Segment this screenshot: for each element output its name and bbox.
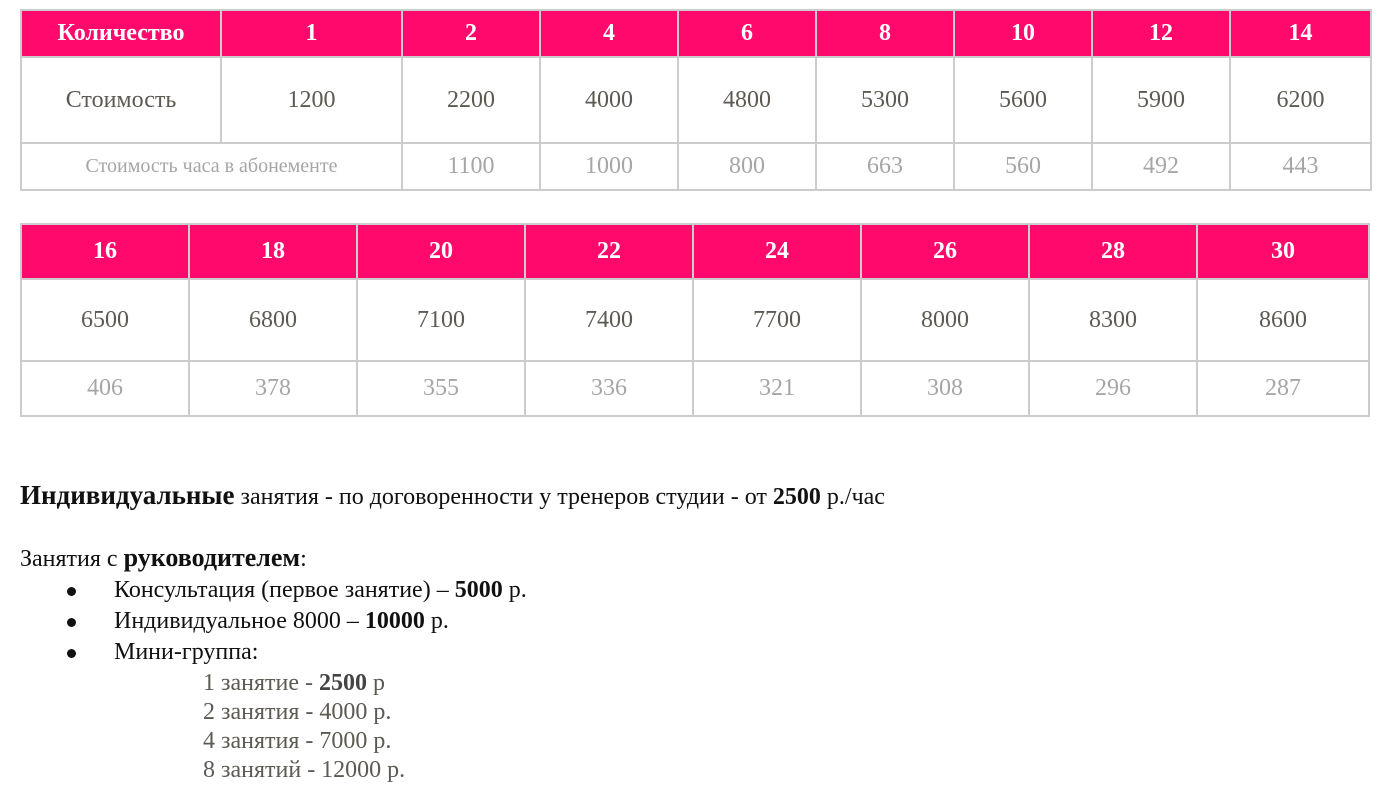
individual-lessons-line (20, 480, 885, 511)
quantity-cell: 10 (954, 10, 1092, 57)
bullet-icon (67, 587, 76, 596)
head-bold-word: руководителем (123, 543, 301, 572)
hour-price-row (21, 143, 1371, 190)
hour-price-cell: 355 (357, 361, 525, 416)
cost-cell: 4000 (540, 57, 678, 143)
mini-group-item (203, 727, 405, 756)
list-item (20, 637, 527, 668)
list-item-price: 10000 (364, 608, 425, 634)
mini-group-text: 2 занятия - 4000 р. (203, 699, 392, 725)
hour-price-cell: 287 (1197, 361, 1369, 416)
individual-suffix: р./час (820, 484, 885, 510)
hour-price-cell: 308 (861, 361, 1029, 416)
quantity-cell: 4 (540, 10, 678, 57)
mini-group-price: 2500 (319, 670, 367, 696)
mini-group-text: 1 занятие - (203, 670, 319, 696)
price-table-2 (20, 223, 1370, 417)
quantity-cell: 30 (1197, 224, 1369, 279)
list-item-text: Консультация (первое занятие) – (114, 577, 455, 603)
quantity-cell: 26 (861, 224, 1029, 279)
list-item-suffix: р. (424, 608, 449, 634)
hour-price-cell: 1100 (402, 143, 540, 190)
cost-row (21, 279, 1369, 361)
head-lessons-list (20, 575, 527, 668)
head-lessons-heading (20, 543, 307, 573)
quantity-header-row (21, 10, 1371, 57)
cost-cell: 7400 (525, 279, 693, 361)
cost-cell: 2200 (402, 57, 540, 143)
hour-price-cell: 296 (1029, 361, 1197, 416)
hour-price-cell: 336 (525, 361, 693, 416)
cost-cell: 6800 (189, 279, 357, 361)
list-item (20, 606, 527, 637)
individual-bold-word: Индивидуальные (20, 480, 235, 510)
quantity-cell: 1 (221, 10, 402, 57)
quantity-cell: 22 (525, 224, 693, 279)
quantity-cell: 14 (1230, 10, 1371, 57)
quantity-cell: 12 (1092, 10, 1230, 57)
cost-cell: 7100 (357, 279, 525, 361)
hour-price-cell: 1000 (540, 143, 678, 190)
hour-price-cell: 492 (1092, 143, 1230, 190)
head-prefix: Занятия с (20, 546, 124, 572)
cost-cell: 8300 (1029, 279, 1197, 361)
quantity-cell: 28 (1029, 224, 1197, 279)
mini-group-text: 4 занятия - 7000 р. (203, 728, 392, 754)
hour-price-cell: 321 (693, 361, 861, 416)
quantity-cell: 18 (189, 224, 357, 279)
hour-price-cell: 406 (21, 361, 189, 416)
quantity-label: Количество (21, 10, 221, 57)
individual-price: 2500 (772, 484, 821, 510)
price-table-1 (20, 9, 1372, 191)
cost-cell: 1200 (221, 57, 402, 143)
quantity-cell: 6 (678, 10, 816, 57)
hour-price-cell: 800 (678, 143, 816, 190)
mini-group-suffix: р (367, 670, 385, 696)
list-item-text: Индивидуальное 8000 – (114, 608, 365, 634)
quantity-cell: 8 (816, 10, 954, 57)
cost-cell: 6500 (21, 279, 189, 361)
cost-cell: 7700 (693, 279, 861, 361)
hour-price-cell: 560 (954, 143, 1092, 190)
hour-price-label: Стоимость часа в абонементе (21, 143, 402, 190)
cost-cell: 8600 (1197, 279, 1369, 361)
bullet-icon (67, 649, 76, 658)
quantity-cell: 20 (357, 224, 525, 279)
mini-group-list (203, 669, 405, 785)
bullet-icon (67, 618, 76, 627)
quantity-cell: 16 (21, 224, 189, 279)
head-suffix: : (300, 546, 307, 572)
list-item-price: 5000 (454, 577, 503, 603)
cost-cell: 4800 (678, 57, 816, 143)
individual-text: занятия - по договоренности у тренеров студии - от (234, 484, 773, 510)
cost-cell: 5600 (954, 57, 1092, 143)
mini-group-item (203, 756, 405, 785)
hour-price-cell: 443 (1230, 143, 1371, 190)
mini-group-text: 8 занятий - 12000 р. (203, 757, 406, 783)
cost-cell: 5900 (1092, 57, 1230, 143)
cost-cell: 8000 (861, 279, 1029, 361)
hour-price-row (21, 361, 1369, 416)
cost-cell: 5300 (816, 57, 954, 143)
mini-group-item (203, 669, 405, 698)
mini-group-item (203, 698, 405, 727)
quantity-cell: 2 (402, 10, 540, 57)
quantity-cell: 24 (693, 224, 861, 279)
quantity-header-row (21, 224, 1369, 279)
cost-cell: 6200 (1230, 57, 1371, 143)
hour-price-cell: 378 (189, 361, 357, 416)
cost-label: Стоимость (21, 57, 221, 143)
list-item (20, 575, 527, 606)
cost-row (21, 57, 1371, 143)
list-item-text: Мини-группа: (114, 639, 259, 665)
hour-price-cell: 663 (816, 143, 954, 190)
list-item-suffix: р. (502, 577, 527, 603)
